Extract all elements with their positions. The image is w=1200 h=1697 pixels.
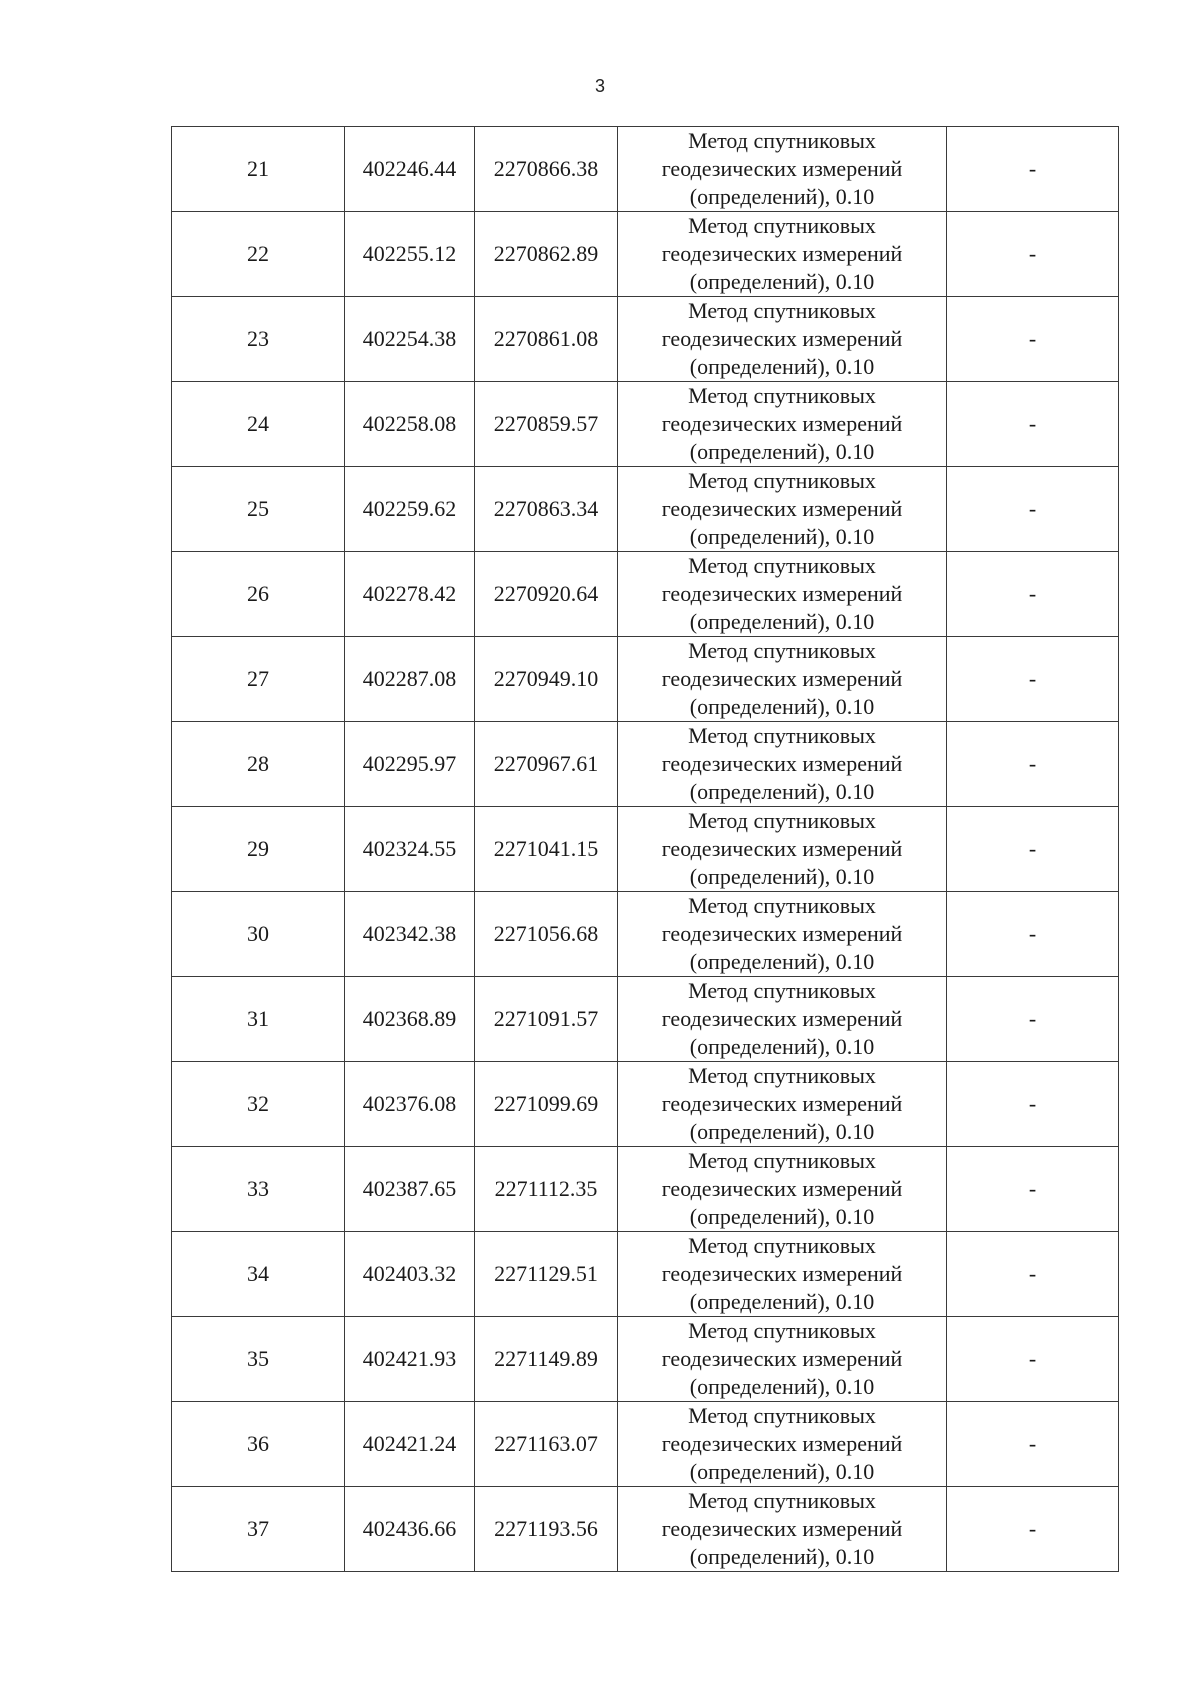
x-coordinate-cell: 402287.08 [345,637,475,722]
method-cell [618,1317,947,1402]
method-cell [618,382,947,467]
y-coordinate-cell: 2270859.57 [475,382,618,467]
note-cell: - [947,892,1119,977]
method-line-1: Метод спутниковых [688,1488,876,1513]
note-cell: - [947,212,1119,297]
method-line-3: (определений), 0.10 [689,609,875,634]
x-coordinate-cell: 402295.97 [345,722,475,807]
method-line-3: (определений), 0.10 [689,1034,875,1059]
method-line-1: Метод спутниковых [688,1403,876,1428]
x-coordinate-cell: 402421.24 [345,1402,475,1487]
method-line-2: геодезических измерений [661,1006,903,1031]
y-coordinate-cell: 2270861.08 [475,297,618,382]
point-number-cell: 22 [172,212,345,297]
method-cell [618,637,947,722]
x-coordinate-cell: 402387.65 [345,1147,475,1232]
x-coordinate-cell: 402436.66 [345,1487,475,1572]
method-line-3: (определений), 0.10 [689,439,875,464]
note-cell: - [947,552,1119,637]
x-coordinate-cell: 402278.42 [345,552,475,637]
point-number-cell: 30 [172,892,345,977]
y-coordinate-cell: 2271056.68 [475,892,618,977]
table-row [172,382,1119,467]
method-line-1: Метод спутниковых [688,1148,876,1173]
method-line-1: Метод спутниковых [688,893,876,918]
table-row [172,552,1119,637]
method-cell [618,1402,947,1487]
table-row [172,977,1119,1062]
method-line-1: Метод спутниковых [688,213,876,238]
point-number-cell: 26 [172,552,345,637]
note-cell: - [947,807,1119,892]
method-line-3: (определений), 0.10 [689,1289,875,1314]
table-row [172,467,1119,552]
point-number-cell: 33 [172,1147,345,1232]
table-row [172,1232,1119,1317]
method-cell [618,722,947,807]
method-line-3: (определений), 0.10 [689,949,875,974]
table-row [172,722,1119,807]
method-line-1: Метод спутниковых [688,553,876,578]
x-coordinate-cell: 402258.08 [345,382,475,467]
note-cell: - [947,977,1119,1062]
table-row [172,892,1119,977]
method-line-3: (определений), 0.10 [689,1544,875,1569]
method-line-2: геодезических измерений [661,156,903,181]
method-line-1: Метод спутниковых [688,1318,876,1343]
method-line-1: Метод спутниковых [688,468,876,493]
note-cell: - [947,1062,1119,1147]
method-line-3: (определений), 0.10 [689,269,875,294]
method-line-2: геодезических измерений [661,666,903,691]
method-line-2: геодезических измерений [661,241,903,266]
method-line-3: (определений), 0.10 [689,1374,875,1399]
point-number-cell: 36 [172,1402,345,1487]
x-coordinate-cell: 402246.44 [345,127,475,212]
point-number-cell: 29 [172,807,345,892]
point-number-cell: 37 [172,1487,345,1572]
note-cell: - [947,1487,1119,1572]
method-line-1: Метод спутниковых [688,1233,876,1258]
method-line-3: (определений), 0.10 [689,1459,875,1484]
method-line-3: (определений), 0.10 [689,524,875,549]
x-coordinate-cell: 402368.89 [345,977,475,1062]
table-row [172,1062,1119,1147]
method-line-2: геодезических измерений [661,921,903,946]
note-cell: - [947,1317,1119,1402]
method-cell [618,297,947,382]
method-line-2: геодезических измерений [661,836,903,861]
method-line-2: геодезических измерений [661,1346,903,1371]
method-line-3: (определений), 0.10 [689,779,875,804]
method-cell [618,127,947,212]
note-cell: - [947,1147,1119,1232]
method-line-2: геодезических измерений [661,581,903,606]
x-coordinate-cell: 402255.12 [345,212,475,297]
note-cell: - [947,382,1119,467]
point-number-cell: 34 [172,1232,345,1317]
method-cell [618,552,947,637]
y-coordinate-cell: 2270862.89 [475,212,618,297]
method-line-1: Метод спутниковых [688,298,876,323]
y-coordinate-cell: 2270920.64 [475,552,618,637]
y-coordinate-cell: 2271149.89 [475,1317,618,1402]
x-coordinate-cell: 402342.38 [345,892,475,977]
method-line-2: геодезических измерений [661,751,903,776]
method-cell [618,1147,947,1232]
y-coordinate-cell: 2271163.07 [475,1402,618,1487]
y-coordinate-cell: 2271041.15 [475,807,618,892]
point-number-cell: 32 [172,1062,345,1147]
point-number-cell: 28 [172,722,345,807]
method-line-3: (определений), 0.10 [689,694,875,719]
method-line-2: геодезических измерений [661,1261,903,1286]
method-line-3: (определений), 0.10 [689,354,875,379]
x-coordinate-cell: 402421.93 [345,1317,475,1402]
point-number-cell: 27 [172,637,345,722]
method-line-1: Метод спутниковых [688,1063,876,1088]
y-coordinate-cell: 2270967.61 [475,722,618,807]
method-cell [618,807,947,892]
y-coordinate-cell: 2270949.10 [475,637,618,722]
method-line-2: геодезических измерений [661,1176,903,1201]
note-cell: - [947,1402,1119,1487]
method-cell [618,212,947,297]
coordinates-table [171,126,1119,1572]
y-coordinate-cell: 2271193.56 [475,1487,618,1572]
table-row [172,297,1119,382]
method-cell [618,1062,947,1147]
method-line-1: Метод спутниковых [688,978,876,1003]
method-line-1: Метод спутниковых [688,808,876,833]
x-coordinate-cell: 402254.38 [345,297,475,382]
x-coordinate-cell: 402324.55 [345,807,475,892]
note-cell: - [947,127,1119,212]
x-coordinate-cell: 402259.62 [345,467,475,552]
point-number-cell: 24 [172,382,345,467]
y-coordinate-cell: 2271112.35 [475,1147,618,1232]
table-row [172,1487,1119,1572]
method-cell [618,467,947,552]
point-number-cell: 21 [172,127,345,212]
table-row [172,127,1119,212]
note-cell: - [947,637,1119,722]
point-number-cell: 23 [172,297,345,382]
note-cell: - [947,297,1119,382]
table-row [172,1147,1119,1232]
table-row [172,1317,1119,1402]
method-line-2: геодезических измерений [661,411,903,436]
method-line-3: (определений), 0.10 [689,1204,875,1229]
point-number-cell: 35 [172,1317,345,1402]
method-line-1: Метод спутниковых [688,638,876,663]
y-coordinate-cell: 2270863.34 [475,467,618,552]
y-coordinate-cell: 2271129.51 [475,1232,618,1317]
table-row [172,807,1119,892]
coordinates-table-body [172,127,1119,1572]
method-line-2: геодезических измерений [661,1431,903,1456]
method-line-2: геодезических измерений [661,326,903,351]
x-coordinate-cell: 402376.08 [345,1062,475,1147]
method-line-2: геодезических измерений [661,1091,903,1116]
method-line-2: геодезических измерений [661,496,903,521]
note-cell: - [947,467,1119,552]
y-coordinate-cell: 2270866.38 [475,127,618,212]
table-row [172,212,1119,297]
y-coordinate-cell: 2271099.69 [475,1062,618,1147]
method-line-3: (определений), 0.10 [689,184,875,209]
point-number-cell: 25 [172,467,345,552]
method-line-1: Метод спутниковых [688,383,876,408]
method-cell [618,1487,947,1572]
method-line-2: геодезических измерений [661,1516,903,1541]
method-line-1: Метод спутниковых [688,128,876,153]
method-line-3: (определений), 0.10 [689,1119,875,1144]
method-line-1: Метод спутниковых [688,723,876,748]
point-number-cell: 31 [172,977,345,1062]
note-cell: - [947,1232,1119,1317]
y-coordinate-cell: 2271091.57 [475,977,618,1062]
page-number: 3 [594,76,605,96]
table-row [172,637,1119,722]
method-cell [618,1232,947,1317]
method-line-3: (определений), 0.10 [689,864,875,889]
note-cell: - [947,722,1119,807]
x-coordinate-cell: 402403.32 [345,1232,475,1317]
method-cell [618,892,947,977]
table-row [172,1402,1119,1487]
method-cell [618,977,947,1062]
